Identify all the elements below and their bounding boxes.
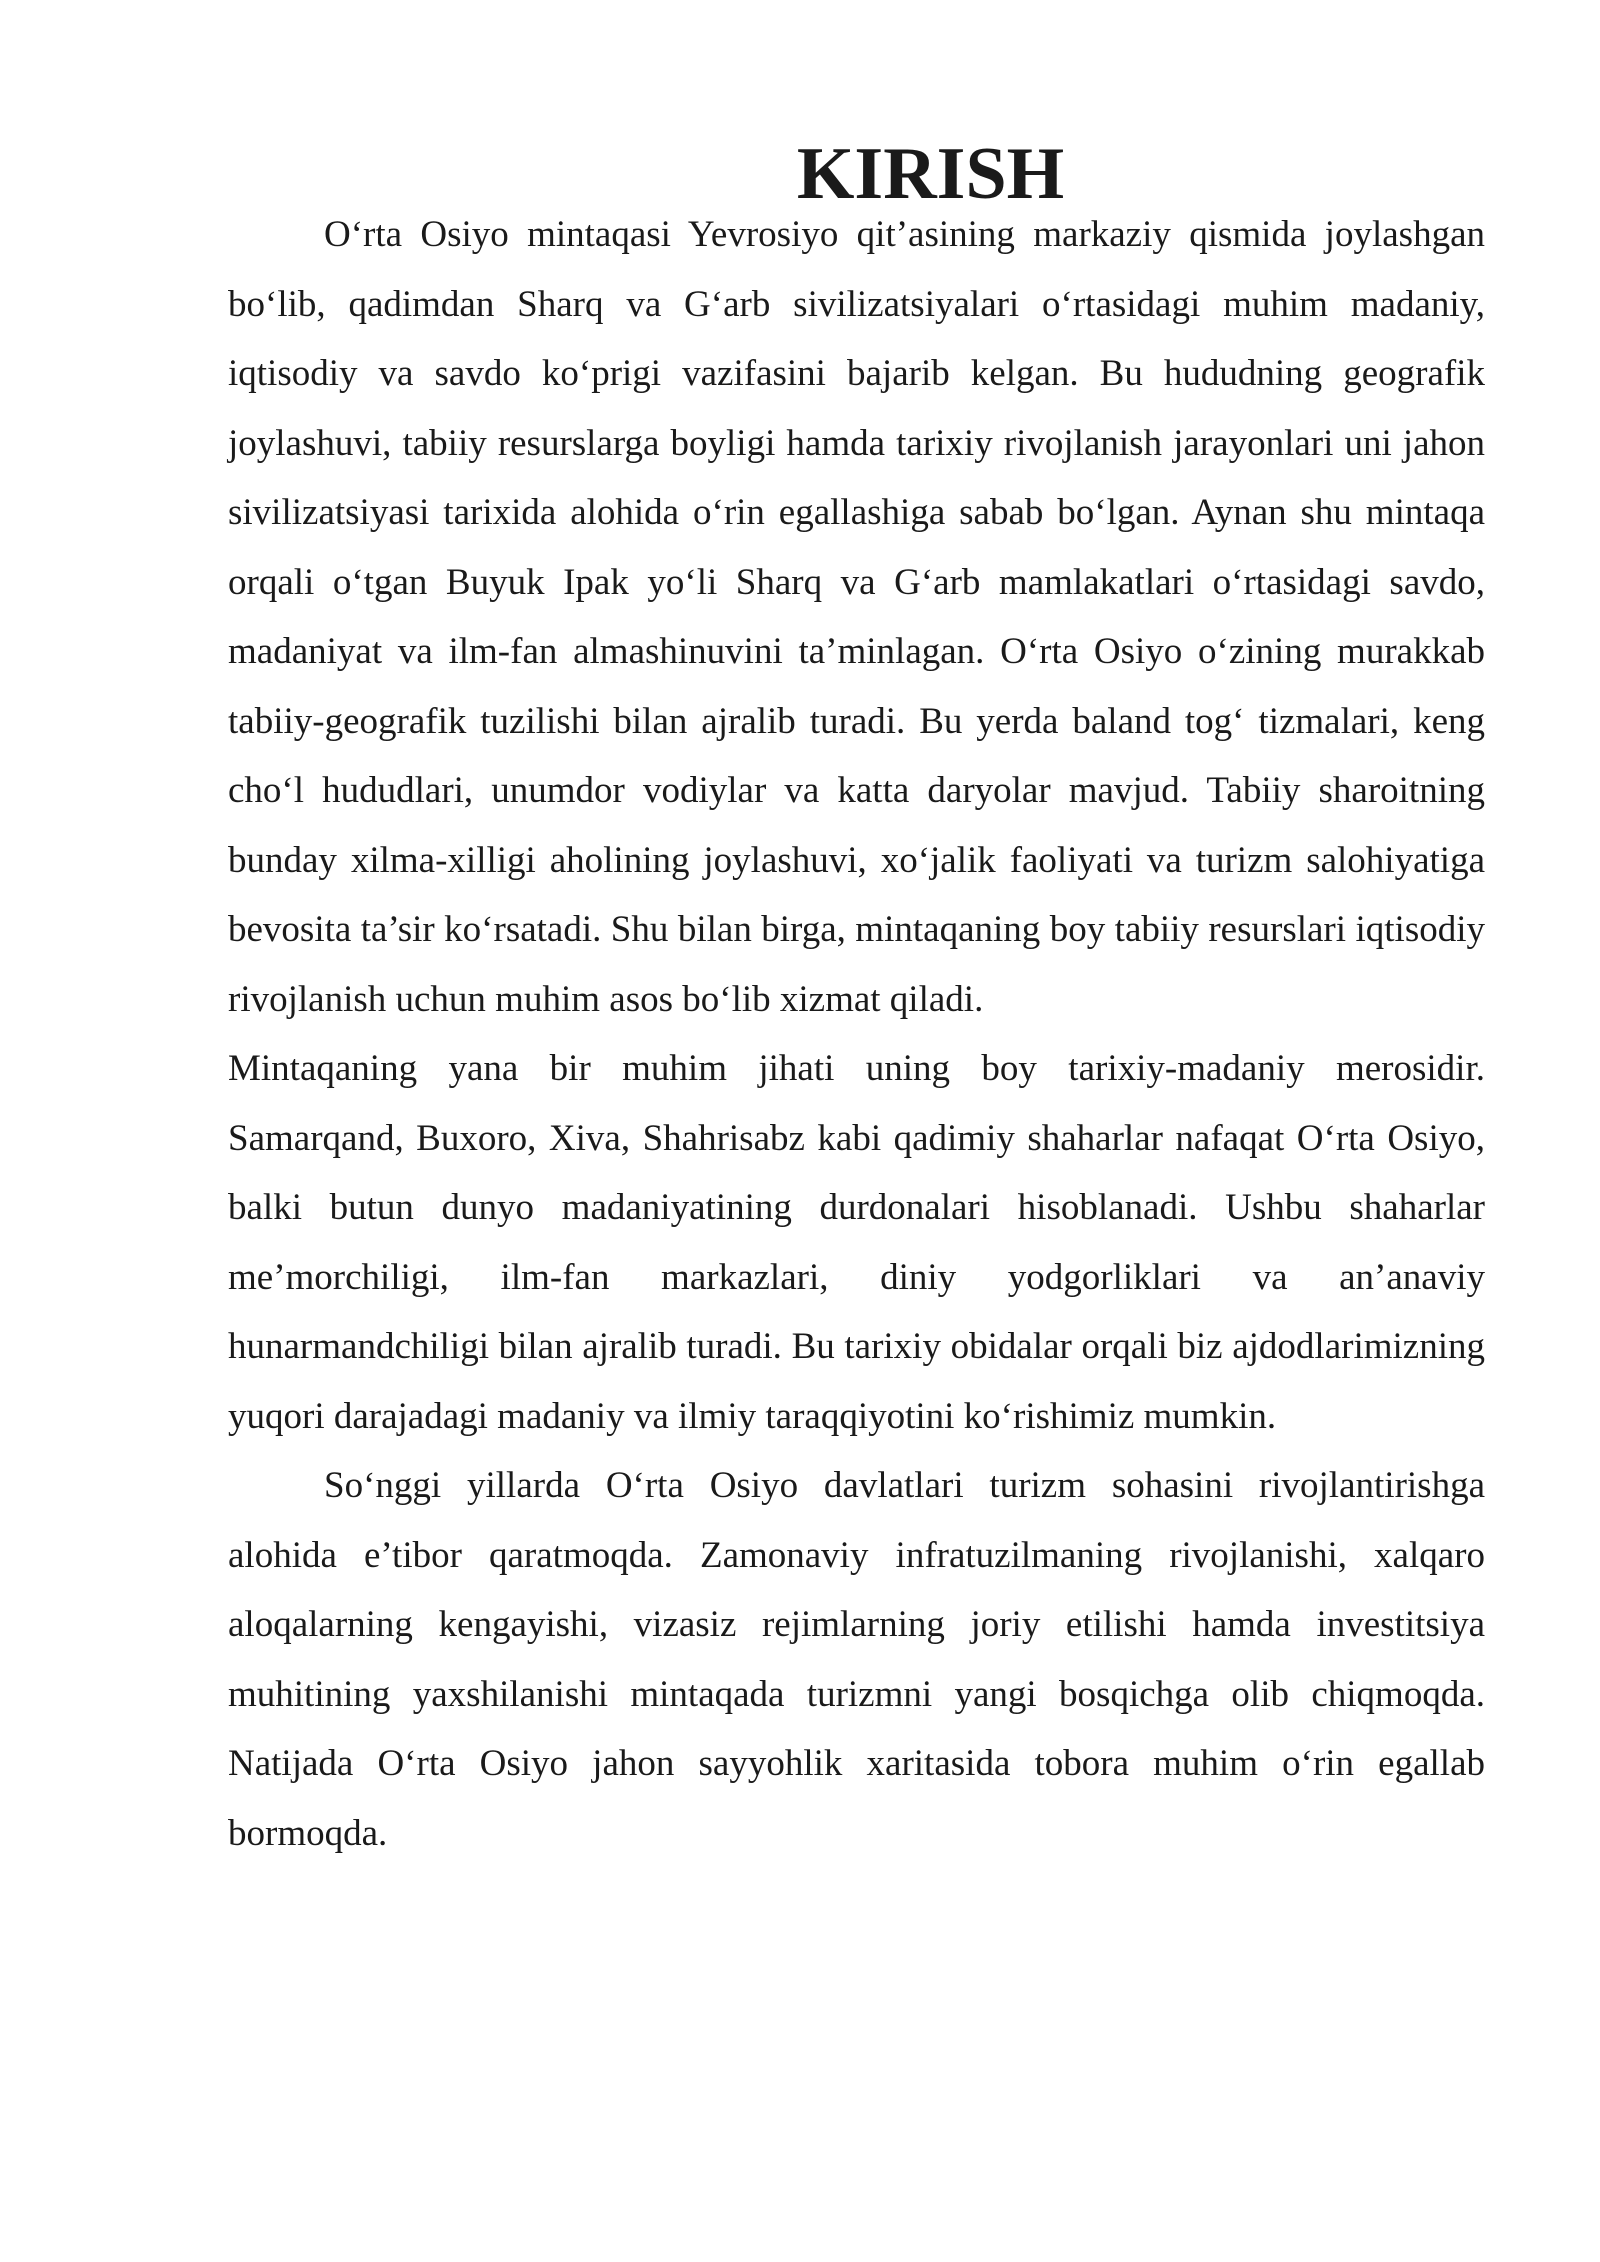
paragraph-heritage: Mintaqaning yana bir muhim jihati uning boy tarixiy-madaniy merosidir. Samarqand, Buxoro, Xiva, Shahrisabz kabi qadimiy shaharlar nafaqat O‘rta Osiyo, balki butun dunyo madaniyatining durdonalari hisoblanadi. Ushbu shaharlar me’morchiligi, ilm-fan markazlari, diniy yodgorliklari va an’anaviy hunarmandchiligi bilan ajralib turadi. Bu tarixiy obidalar orqali biz ajdodlarimizning yuqori darajadagi madaniy va ilmiy taraqqiyotini ko‘rishimiz mumkin. (228, 1048, 1485, 1437)
paragraph-tourism: So‘nggi yillarda O‘rta Osiyo davlatlari turizm sohasini rivojlantirishga alohida e’tibor qaratmoqda. Zamonaviy infratuzilmaning rivojlanishi, xalqaro aloqalarning kengayishi, vizasiz rejimlarning joriy etilishi hamda investitsiya muhitining yaxshilanishi mintaqada turizmni yangi bosqichga olib chiqmoqda. Natijada O‘rta Osiyo jahon sayyohlik xaritasida tobora muhim o‘rin egallab bormoqda. (228, 1465, 1485, 1854)
page-title: KIRISH (796, 133, 1065, 215)
document-body (228, 133, 1485, 1868)
paragraph-intro: O‘rta Osiyo mintaqasi Yevrosiyo qit’asining markaziy qismida joylashgan bo‘lib, qadimdan Sharq va G‘arb sivilizatsiyalari o‘rtasidagi muhim madaniy, iqtisodiy va savdo ko‘prigi vazifasini bajarib kelgan. Bu hududning geografik joylashuvi, tabiiy resurslarga boyligi hamda tarixiy rivojlanish jarayonlari uni jahon sivilizatsiyasi tarixida alohida o‘rin egallashiga sabab bo‘lgan. Aynan shu mintaqa orqali o‘tgan Buyuk Ipak yo‘li Sharq va G‘arb mamlakatlari o‘rtasidagi savdo, madaniyat va ilm-fan almashinuvini ta’minlagan. O‘rta Osiyo o‘zining murakkab tabiiy-geografik tuzilishi bilan ajralib turadi. Bu yerda baland tog‘ tizmalari, keng cho‘l hududlari, unumdor vodiylar va katta daryolar mavjud. Tabiiy sharoitning bunday xilma-xilligi aholining joylashuvi, xo‘jalik faoliyati va turizm salohiyatiga bevosita ta’sir ko‘rsatadi. Shu bilan birga, mintaqaning boy tabiiy resurslari iqtisodiy rivojlanish uchun muhim asos bo‘lib xizmat qiladi. (228, 214, 1485, 1020)
